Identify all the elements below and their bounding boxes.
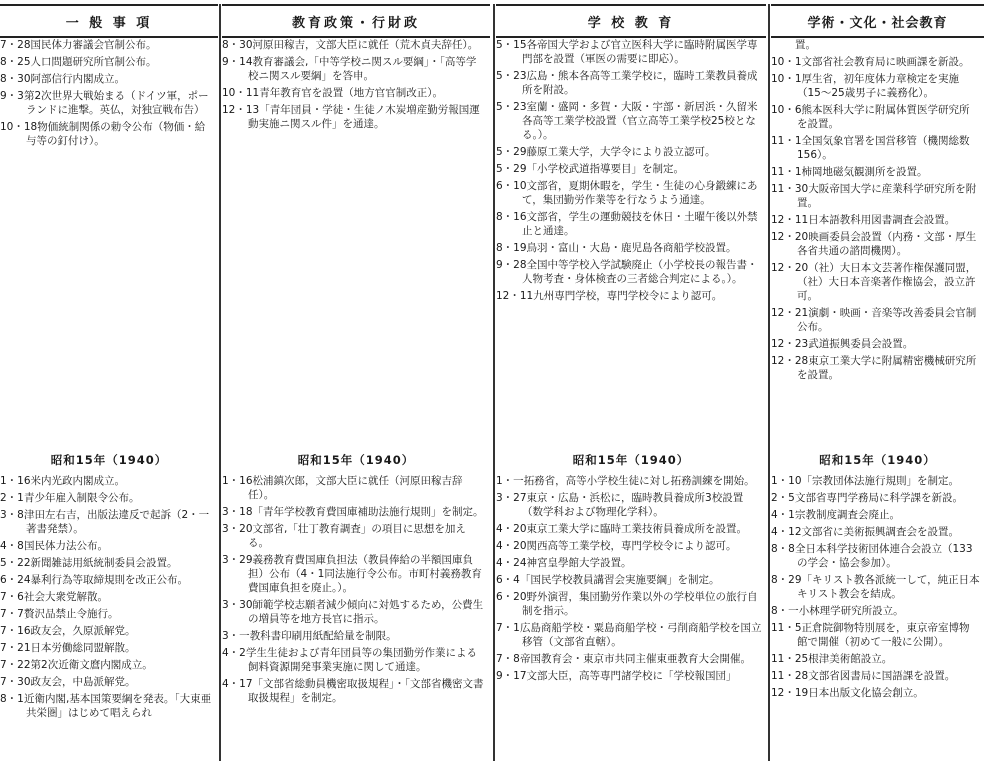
entry-date: 5・29 bbox=[496, 163, 527, 175]
entry-date: 10・1 bbox=[771, 73, 802, 85]
entry-text: 贅沢品禁止令施行。 bbox=[24, 608, 119, 620]
list-item bbox=[222, 522, 490, 550]
list-item bbox=[496, 474, 766, 488]
entry-date: 5・23 bbox=[496, 101, 527, 113]
entries-1940 bbox=[771, 474, 984, 703]
entry-date: 4・8 bbox=[0, 540, 24, 552]
entry-text: 藤原工業大学，大学令により設立認可。 bbox=[526, 146, 716, 158]
entry-text: 「小学校武道指導要目」を制定。 bbox=[526, 163, 685, 175]
list-item bbox=[0, 590, 218, 604]
entry-text: 帝国教育会・東京市共同主催東亜教育大会開催。 bbox=[520, 653, 751, 665]
entry-text: 映画委員会設置（内務・文部・厚生各省共通の諮問機関）。 bbox=[797, 231, 977, 257]
entry-text: 「青年団員・学徒・生徒ノ木炭増産勤労報国運動実施ニ関スル件」を通達。 bbox=[248, 104, 480, 130]
entry-date: 12・20 bbox=[771, 262, 809, 274]
entry-text: 学生生徒および青年団員等の集団勤労作業による飼料資源開発事業実施に関して通達。 bbox=[246, 647, 477, 673]
entry-date: 12・23 bbox=[771, 338, 809, 350]
entry-text: 阿部信行内閣成立。 bbox=[30, 73, 126, 85]
entry-text: 大阪帝国大学に産業科学研究所を附置。 bbox=[797, 183, 977, 209]
entry-text: 室蘭・盛岡・多賀・大阪・宇部・新居浜・久留米各高等工業学校設置（官立高等工業学校25校となる。）。 bbox=[522, 101, 758, 141]
entry-date: 5・15 bbox=[496, 39, 527, 51]
entry-date: 10・6 bbox=[771, 104, 802, 116]
entry-date: 9・17 bbox=[496, 670, 527, 682]
entry-text: 「文部省総動員機密取扱規程」・「文部省機密文書取扱規程」を制定。 bbox=[248, 678, 484, 704]
entry-date: 2・5 bbox=[771, 492, 795, 504]
entry-text: 「キリスト教各派統一して，純正日本キリスト教会を結成。 bbox=[797, 574, 980, 600]
entry-date: 8・16 bbox=[496, 211, 527, 223]
entries-1939 bbox=[0, 38, 218, 151]
entry-date: 3・18 bbox=[222, 506, 253, 518]
entry-text: 全国気象官署を国営移管（機関総数156）。 bbox=[797, 135, 970, 161]
entry-date: 11・30 bbox=[771, 183, 809, 195]
entries-1940 bbox=[496, 474, 766, 686]
list-item bbox=[0, 474, 218, 488]
entry-date: 12・19 bbox=[771, 687, 809, 699]
list-item bbox=[496, 590, 766, 618]
entry-text: 「国民学校教員講習会実施要綱」を制定。 bbox=[520, 574, 720, 586]
year-heading: 昭和15年（1940） bbox=[50, 453, 168, 467]
list-item bbox=[771, 652, 984, 666]
entry-text: 文部省専門学務局に科学課を新設。 bbox=[795, 492, 963, 504]
entry-date: 6・4 bbox=[496, 574, 520, 586]
entries-1939 bbox=[496, 38, 766, 306]
entry-text: 正倉院御物特別展を，東京帝室博物館で開催（初めて一般に公開）。 bbox=[797, 622, 970, 648]
list-item bbox=[496, 210, 766, 238]
list-item bbox=[222, 86, 490, 100]
list-item bbox=[0, 692, 218, 720]
column-divider bbox=[768, 4, 770, 761]
list-item bbox=[496, 621, 766, 649]
entry-text: 日本語教科用図書調査会設置。 bbox=[808, 214, 956, 226]
entry-text: 「青年学校教育費国庫補助法施行規則」を制定。 bbox=[252, 506, 484, 518]
entry-date: 7・6 bbox=[0, 591, 24, 603]
entry-date: 7・28 bbox=[0, 39, 31, 51]
entry-text: 神宮皇學館大学設置。 bbox=[526, 557, 632, 569]
list-item bbox=[222, 629, 490, 643]
entry-date: 9・3 bbox=[0, 90, 24, 102]
entry-text: 政友会，久原派解党。 bbox=[30, 625, 136, 637]
entry-date: 1・一 bbox=[496, 475, 524, 487]
entry-date: 12・28 bbox=[771, 355, 809, 367]
list-item bbox=[771, 337, 984, 351]
entry-text: 師範学校志願者減少傾向に対処するため，公費生の増員等を地方長官に指示。 bbox=[248, 599, 484, 625]
entry-date: 4・12 bbox=[771, 526, 802, 538]
list-item bbox=[771, 573, 984, 601]
list-item bbox=[222, 553, 490, 595]
entry-date: 10・18 bbox=[0, 121, 38, 133]
entry-date: 11・5 bbox=[771, 622, 802, 634]
list-item bbox=[496, 38, 766, 66]
column-header: 教育政策・行財政 bbox=[222, 4, 490, 38]
entry-text: 広島商船学校・粟島商船学校・弓削商船学校を国立移管（文部省直轄）。 bbox=[520, 622, 762, 648]
entry-text: 青年教育官を設置（地方官官制改正）。 bbox=[259, 87, 443, 99]
list-item bbox=[771, 55, 984, 69]
entry-date: 5・29 bbox=[496, 146, 527, 158]
entry-text: 全日本科学技術団体連合会設立（133の学会・協会参加）。 bbox=[795, 543, 973, 569]
entry-date: 7・16 bbox=[0, 625, 31, 637]
list-item bbox=[771, 525, 984, 539]
list-item bbox=[496, 145, 766, 159]
list-item bbox=[771, 508, 984, 522]
list-item bbox=[496, 491, 766, 519]
entry-text: 置。 bbox=[795, 39, 816, 51]
entry-date: 7・21 bbox=[0, 642, 31, 654]
entry-text: 文部省，学生の運動競技を休日・土曜午後以外禁止と通達。 bbox=[522, 211, 758, 237]
column-education-policy bbox=[222, 0, 490, 761]
entry-date: 3・20 bbox=[222, 523, 253, 535]
entry-text: 「宗教団体法施行規則」を制定。 bbox=[801, 475, 960, 487]
column-divider bbox=[493, 4, 495, 761]
entry-text: （社）大日本文芸著作権保護同盟，（社）大日本音楽著作権協会，設立許可。 bbox=[797, 262, 977, 302]
entry-text: 日本労働総同盟解散。 bbox=[30, 642, 136, 654]
entry-date: 4・20 bbox=[496, 540, 527, 552]
list-item bbox=[0, 38, 218, 52]
entry-date: 12・13 bbox=[222, 104, 260, 116]
entry-date: 4・24 bbox=[496, 557, 527, 569]
list-item bbox=[771, 604, 984, 618]
entry-text: 鳥羽・富山・大島・鹿児島各商船学校設置。 bbox=[526, 242, 737, 254]
list-item bbox=[771, 72, 984, 100]
entry-text: 演劇・映画・音楽等改善委員会官制公布。 bbox=[797, 307, 977, 333]
entry-text: 暴利行為等取締規則を改正公布。 bbox=[30, 574, 189, 586]
entry-text: 関西高等工業学校，専門学校令により認可。 bbox=[526, 540, 737, 552]
list-item bbox=[496, 179, 766, 207]
list-item bbox=[771, 134, 984, 162]
list-item bbox=[0, 658, 218, 672]
entry-date: 6・20 bbox=[496, 591, 527, 603]
list-item bbox=[0, 607, 218, 621]
entry-date: 7・8 bbox=[496, 653, 520, 665]
entry-date: 8・一 bbox=[771, 605, 799, 617]
entry-date: 8・30 bbox=[0, 73, 31, 85]
entry-text: 政友会，中島派解党。 bbox=[30, 676, 136, 688]
entry-text: 東京工業大学に附属精密機械研究所を設置。 bbox=[797, 355, 977, 381]
entry-text: 武道振興委員会設置。 bbox=[808, 338, 914, 350]
column-header: 学 校 教 育 bbox=[496, 4, 766, 38]
list-item bbox=[0, 508, 218, 536]
list-item bbox=[0, 72, 218, 86]
entry-date: 12・11 bbox=[771, 214, 809, 226]
entries-1940 bbox=[222, 474, 490, 708]
entry-date: 7・30 bbox=[0, 676, 31, 688]
entry-text: 野外演習，集団勤労作業以外の学校単位の旅行自制を指示。 bbox=[522, 591, 758, 617]
entry-text: 新聞雑誌用紙統制委員会設置。 bbox=[30, 557, 178, 569]
column-general bbox=[0, 0, 218, 761]
entry-date: 10・1 bbox=[771, 56, 802, 68]
entry-text: 文部省図書局に国語課を設置。 bbox=[808, 670, 956, 682]
entry-text: 文部大臣，高等専門諸学校に「学校報国団」 bbox=[526, 670, 737, 682]
list-item bbox=[0, 556, 218, 570]
entry-text: 各帝国大学および官立医科大学に臨時附属医学専門部を設置（軍医の需要に即応）。 bbox=[522, 39, 758, 65]
entry-date: 12・11 bbox=[496, 290, 534, 302]
list-item bbox=[222, 505, 490, 519]
entry-date: 1・16 bbox=[0, 475, 31, 487]
list-item bbox=[496, 69, 766, 97]
year-heading: 昭和15年（1940） bbox=[819, 453, 936, 467]
entry-text: 津田左右吉，出版法違反で起訴（2・一著書発禁）。 bbox=[24, 509, 210, 535]
entry-text: 根津美術館設立。 bbox=[808, 653, 893, 665]
list-item bbox=[771, 38, 984, 52]
list-item bbox=[771, 103, 984, 131]
list-item bbox=[0, 539, 218, 553]
entries-1939 bbox=[771, 38, 984, 385]
entry-date: 3・27 bbox=[496, 492, 527, 504]
entry-text: 文部省社会教育局に映画課を新設。 bbox=[801, 56, 970, 68]
list-item bbox=[496, 100, 766, 142]
entry-date: 4・20 bbox=[496, 523, 527, 535]
list-item bbox=[771, 306, 984, 334]
list-item bbox=[222, 646, 490, 674]
list-item bbox=[496, 162, 766, 176]
list-item bbox=[496, 669, 766, 683]
list-item bbox=[771, 213, 984, 227]
entry-text: 近衛内閣,基本国策要綱を発表。「大東亜共栄圏」はじめて唱えられ bbox=[24, 693, 212, 719]
entry-text: 義務教育費国庫負担法（教員俸給の半額国庫負担）公布（4・1同法施行令公布。市町村義務教育費国庫負担を廃止。）。 bbox=[248, 554, 482, 594]
entry-date: 4・1 bbox=[771, 509, 795, 521]
entry-text: 第2次近衛文麿内閣成立。 bbox=[30, 659, 153, 671]
list-item bbox=[0, 120, 218, 148]
list-item bbox=[0, 624, 218, 638]
entry-date: 8・8 bbox=[771, 543, 795, 555]
list-item bbox=[222, 474, 490, 502]
entry-text: 東京工業大学に臨時工業技術員養成所を設置。 bbox=[526, 523, 748, 535]
list-item bbox=[771, 230, 984, 258]
column-header: 学術・文化・社会教育 bbox=[771, 4, 984, 38]
list-item bbox=[771, 686, 984, 700]
entry-date: 9・14 bbox=[222, 56, 253, 68]
entry-date: 11・1 bbox=[771, 166, 802, 178]
list-item bbox=[771, 182, 984, 210]
entry-date: 4・17 bbox=[222, 678, 253, 690]
column-culture bbox=[771, 0, 984, 761]
entry-date: 12・21 bbox=[771, 307, 809, 319]
entry-text: 柿岡地磁気観測所を設置。 bbox=[801, 166, 928, 178]
entry-text: 拓務省，高等小学校生徒に対し拓務訓練を開始。 bbox=[523, 475, 755, 487]
list-item bbox=[771, 491, 984, 505]
list-item bbox=[0, 491, 218, 505]
list-item bbox=[222, 55, 490, 83]
list-item bbox=[771, 261, 984, 303]
column-school-education bbox=[496, 0, 766, 761]
entry-date: 8・1 bbox=[0, 693, 24, 705]
entry-date: 7・1 bbox=[496, 622, 520, 634]
entry-text: 第2次世界大戦始まる（ドイツ軍，ポーランドに進撃。英仏，対独宣戦布告） bbox=[24, 90, 209, 116]
entry-date: 11・25 bbox=[771, 653, 809, 665]
entry-date: 6・24 bbox=[0, 574, 31, 586]
entry-date: 11・1 bbox=[771, 135, 802, 147]
entry-text: 松浦鎮次郎，文部大臣に就任（河原田稼吉辞任）。 bbox=[248, 475, 463, 501]
entry-date: 8・30 bbox=[222, 39, 253, 51]
entry-date: 11・28 bbox=[771, 670, 809, 682]
entry-text: 米内光政内閣成立。 bbox=[30, 475, 126, 487]
entry-text: 教育審議会,「中等学校ニ関スル要綱」・「高等学校ニ関スル要綱」を答申。 bbox=[248, 56, 477, 82]
list-item bbox=[771, 621, 984, 649]
entry-text: 文部省,「壮丁教育調査」の項目に思想を加える。 bbox=[248, 523, 466, 549]
entry-text: 日本出版文化協会創立。 bbox=[808, 687, 924, 699]
entry-date: 8・19 bbox=[496, 242, 527, 254]
entry-text: 厚生省，初年度体力章検定を実施（15～25歳男子に義務化）。 bbox=[797, 73, 960, 99]
list-item bbox=[771, 354, 984, 382]
entry-text: 国民体力法公布。 bbox=[24, 540, 108, 552]
entry-date: 4・2 bbox=[222, 647, 246, 659]
list-item bbox=[0, 641, 218, 655]
list-item bbox=[0, 675, 218, 689]
entry-date: 3・30 bbox=[222, 599, 253, 611]
year-heading: 昭和15年（1940） bbox=[297, 453, 415, 467]
entry-date: 1・16 bbox=[222, 475, 253, 487]
list-item bbox=[771, 165, 984, 179]
list-item bbox=[496, 573, 766, 587]
year-heading: 昭和15年（1940） bbox=[572, 453, 690, 467]
entry-date: 2・1 bbox=[0, 492, 24, 504]
entry-date: 7・7 bbox=[0, 608, 24, 620]
entry-text: 河原田稼吉，文部大臣に就任（荒木貞夫辞任）。 bbox=[252, 39, 479, 51]
entry-date: 3・29 bbox=[222, 554, 253, 566]
entry-text: 教科書印刷用紙配給量を制限。 bbox=[249, 630, 397, 642]
entry-text: 青少年雇入制限令公布。 bbox=[24, 492, 140, 504]
list-item bbox=[496, 539, 766, 553]
entry-text: 全国中等学校入学試験廃止（小学校長の報告書・人物考査・身体検査の三者総合判定による。）。 bbox=[522, 259, 758, 285]
column-header: 一 般 事 項 bbox=[0, 4, 218, 38]
entry-text: 文部省に美術振興調査会を設置。 bbox=[801, 526, 960, 538]
list-item bbox=[496, 652, 766, 666]
entry-date: 6・10 bbox=[496, 180, 527, 192]
entry-date: 5・22 bbox=[0, 557, 31, 569]
list-item bbox=[222, 677, 490, 705]
entry-text: 小林理学研究所設立。 bbox=[798, 605, 904, 617]
entry-text: 人口問題研究所官制公布。 bbox=[30, 56, 157, 68]
entry-date: 9・28 bbox=[496, 259, 527, 271]
entry-date: 3・8 bbox=[0, 509, 24, 521]
list-item bbox=[496, 258, 766, 286]
entry-date: 5・23 bbox=[496, 70, 527, 82]
entry-text: 九州専門学校，専門学校令により認可。 bbox=[533, 290, 723, 302]
entries-1939 bbox=[222, 38, 490, 134]
list-item bbox=[771, 542, 984, 570]
list-item bbox=[496, 522, 766, 536]
list-item bbox=[771, 474, 984, 488]
entry-date: 10・11 bbox=[222, 87, 260, 99]
entry-date: 8・25 bbox=[0, 56, 31, 68]
entry-text: 広島・熊本各高等工業学校に，臨時工業教員養成所を附設。 bbox=[522, 70, 758, 96]
entry-date: 8・29 bbox=[771, 574, 802, 586]
list-item bbox=[771, 669, 984, 683]
entry-text: 熊本医科大学に附属体質医学研究所を設置。 bbox=[797, 104, 970, 130]
entry-text: 東京・広島・浜松に，臨時教員養成所3校設置（数学科および物理化学科）。 bbox=[522, 492, 744, 518]
entry-date: 12・20 bbox=[771, 231, 809, 243]
list-item bbox=[222, 598, 490, 626]
entries-1940 bbox=[0, 474, 218, 723]
entry-date: 3・一 bbox=[222, 630, 250, 642]
entry-text: 社会大衆党解散。 bbox=[24, 591, 108, 603]
entry-text: 物価統制関係の勅令公布（物価・給与等の釘付け）。 bbox=[26, 121, 206, 147]
list-item bbox=[496, 241, 766, 255]
list-item bbox=[496, 556, 766, 570]
list-item bbox=[496, 289, 766, 303]
list-item bbox=[0, 89, 218, 117]
list-item bbox=[0, 55, 218, 69]
column-divider bbox=[219, 4, 221, 761]
list-item bbox=[0, 573, 218, 587]
entry-text: 文部省，夏期休暇を，学生・生徒の心身鍛練にあて，集団勤労作業等を行なうよう通達。 bbox=[522, 180, 758, 206]
entry-text: 宗教制度調査会廃止。 bbox=[795, 509, 900, 521]
entry-date: 1・10 bbox=[771, 475, 802, 487]
list-item bbox=[222, 38, 490, 52]
list-item bbox=[222, 103, 490, 131]
entry-text: 国民体力審議会官制公布。 bbox=[30, 39, 157, 51]
entry-date: 7・22 bbox=[0, 659, 31, 671]
